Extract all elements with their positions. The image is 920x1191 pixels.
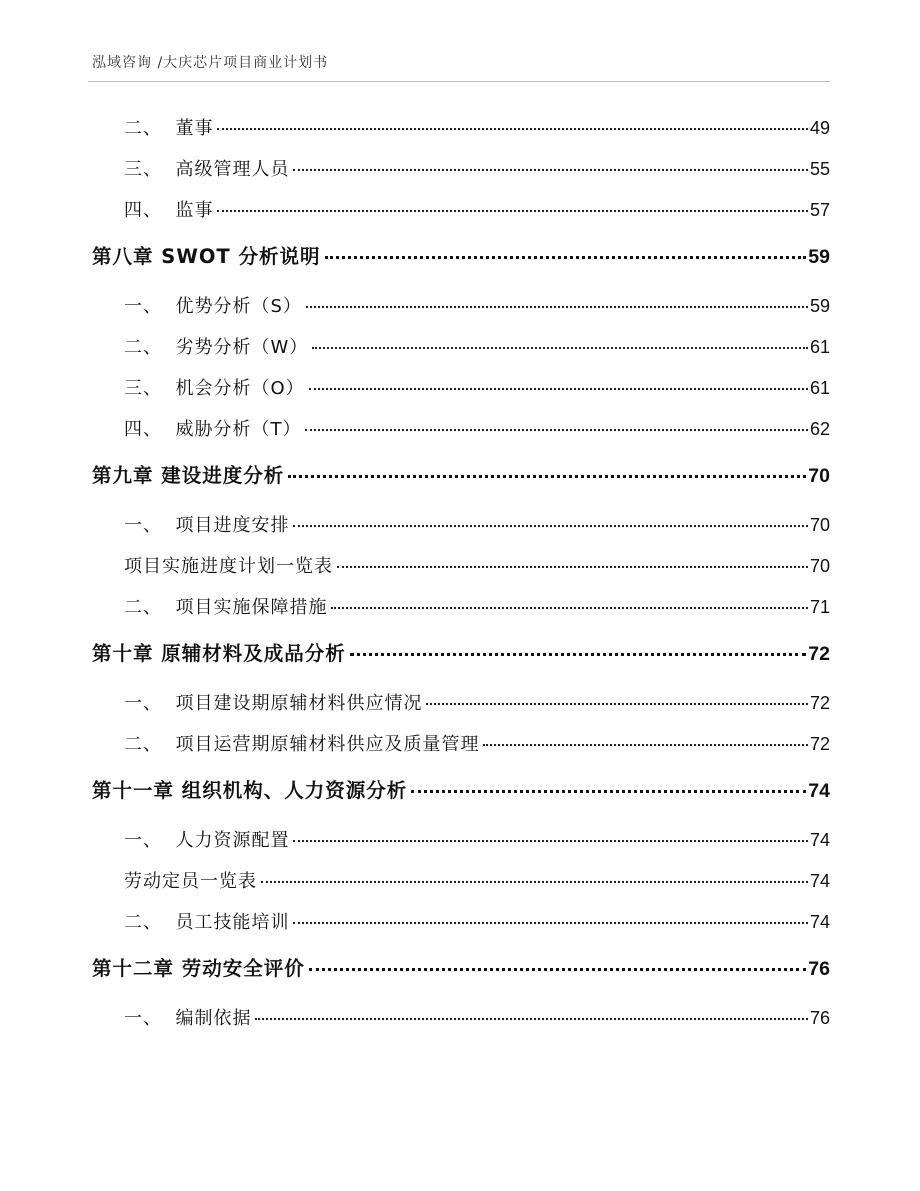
- toc-page-number: 70: [809, 556, 830, 576]
- dot-leader: [331, 607, 808, 609]
- toc-page-number: 55: [809, 159, 830, 179]
- toc-page-number: 76: [809, 1008, 830, 1028]
- toc-section-entry[interactable]: [92, 415, 830, 456]
- toc-entry-label: 第十章 原辅材料及成品分析: [92, 642, 346, 665]
- dot-leader: [261, 881, 808, 883]
- toc-section-entry[interactable]: [92, 730, 830, 771]
- dot-leader: [217, 210, 808, 212]
- toc-page-number: 74: [809, 871, 830, 891]
- toc-page-number: 61: [809, 378, 830, 398]
- dot-leader: [293, 525, 808, 527]
- table-of-contents: [92, 114, 830, 1045]
- toc-entry-label: 三、 机会分析（O）: [124, 378, 305, 399]
- toc-entry-label: 二、 项目运营期原辅材料供应及质量管理: [124, 734, 480, 755]
- toc-entry-label: 三、 高级管理人员: [124, 159, 290, 180]
- toc-chapter-entry[interactable]: [92, 775, 830, 826]
- toc-section-entry[interactable]: [92, 333, 830, 374]
- toc-item-entry[interactable]: [92, 552, 830, 593]
- toc-page-number: 72: [809, 693, 830, 713]
- dot-leader: [217, 128, 808, 130]
- dot-leader: [306, 306, 808, 308]
- toc-entry-label: 二、 项目实施保障措施: [124, 597, 328, 618]
- toc-entry-label: 一、 人力资源配置: [124, 830, 290, 851]
- toc-entry-label: 二、 劣势分析（W）: [124, 337, 309, 358]
- dot-leader: [483, 744, 808, 746]
- toc-section-entry[interactable]: [92, 1004, 830, 1045]
- dot-leader: [293, 169, 808, 171]
- toc-entry-label: 四、 威胁分析（T）: [124, 419, 302, 440]
- toc-section-entry[interactable]: [92, 908, 830, 949]
- toc-chapter-entry[interactable]: [92, 460, 830, 511]
- toc-page-number: 74: [809, 912, 830, 932]
- toc-page-number: 59: [809, 296, 830, 316]
- toc-page-number: 57: [809, 200, 830, 220]
- toc-chapter-entry[interactable]: [92, 638, 830, 689]
- toc-item-entry[interactable]: [92, 867, 830, 908]
- dot-leader: [337, 566, 808, 568]
- dot-leader: [288, 475, 806, 478]
- toc-page-number: 74: [808, 780, 830, 802]
- toc-entry-label: 二、 董事: [124, 118, 214, 139]
- toc-entry-label: 第八章 SWOT 分析说明: [92, 245, 321, 268]
- toc-entry-label: 一、 优势分析（S）: [124, 296, 302, 317]
- dot-leader: [309, 388, 808, 390]
- toc-section-entry[interactable]: [92, 511, 830, 552]
- toc-entry-label: 一、 编制依据: [124, 1008, 252, 1029]
- toc-entry-label: 劳动定员一览表: [124, 871, 257, 892]
- toc-page-number: 76: [808, 958, 830, 980]
- dot-leader: [325, 256, 807, 259]
- toc-entry-label: 第十一章 组织机构、人力资源分析: [92, 779, 408, 802]
- toc-section-entry[interactable]: [92, 196, 830, 237]
- toc-page-number: 49: [809, 118, 830, 138]
- toc-entry-label: 二、 员工技能培训: [124, 912, 290, 933]
- toc-entry-label: 一、 项目进度安排: [124, 515, 290, 536]
- dot-leader: [293, 922, 808, 924]
- toc-section-entry[interactable]: [92, 593, 830, 634]
- toc-entry-label: 四、 监事: [124, 200, 214, 221]
- toc-page-number: 62: [809, 419, 830, 439]
- dot-leader: [293, 840, 808, 842]
- toc-page-number: 70: [808, 465, 830, 487]
- toc-page-number: 70: [809, 515, 830, 535]
- toc-section-entry[interactable]: [92, 826, 830, 867]
- toc-section-entry[interactable]: [92, 292, 830, 333]
- toc-section-entry[interactable]: [92, 155, 830, 196]
- dot-leader: [411, 790, 806, 793]
- toc-chapter-entry[interactable]: [92, 953, 830, 1004]
- dot-leader: [305, 429, 808, 431]
- running-header: 泓域咨询 /大庆芯片项目商业计划书: [92, 55, 329, 71]
- dot-leader: [426, 703, 808, 705]
- toc-page-number: 59: [808, 246, 830, 268]
- toc-entry-label: 第十二章 劳动安全评价: [92, 957, 305, 980]
- toc-page-number: 74: [809, 830, 830, 850]
- dot-leader: [255, 1018, 808, 1020]
- toc-page-number: 61: [809, 337, 830, 357]
- toc-section-entry[interactable]: [92, 114, 830, 155]
- toc-page-number: 71: [809, 597, 830, 617]
- dot-leader: [309, 968, 807, 971]
- toc-chapter-entry[interactable]: [92, 241, 830, 292]
- header-rule: [88, 81, 830, 82]
- toc-entry-label: 一、 项目建设期原辅材料供应情况: [124, 693, 423, 714]
- toc-page-number: 72: [809, 734, 830, 754]
- toc-entry-label: 第九章 建设进度分析: [92, 464, 285, 487]
- dot-leader: [312, 347, 808, 349]
- toc-page-number: 72: [808, 643, 830, 665]
- toc-section-entry[interactable]: [92, 689, 830, 730]
- toc-entry-label: 项目实施进度计划一览表: [124, 556, 333, 577]
- dot-leader: [350, 653, 807, 656]
- toc-section-entry[interactable]: [92, 374, 830, 415]
